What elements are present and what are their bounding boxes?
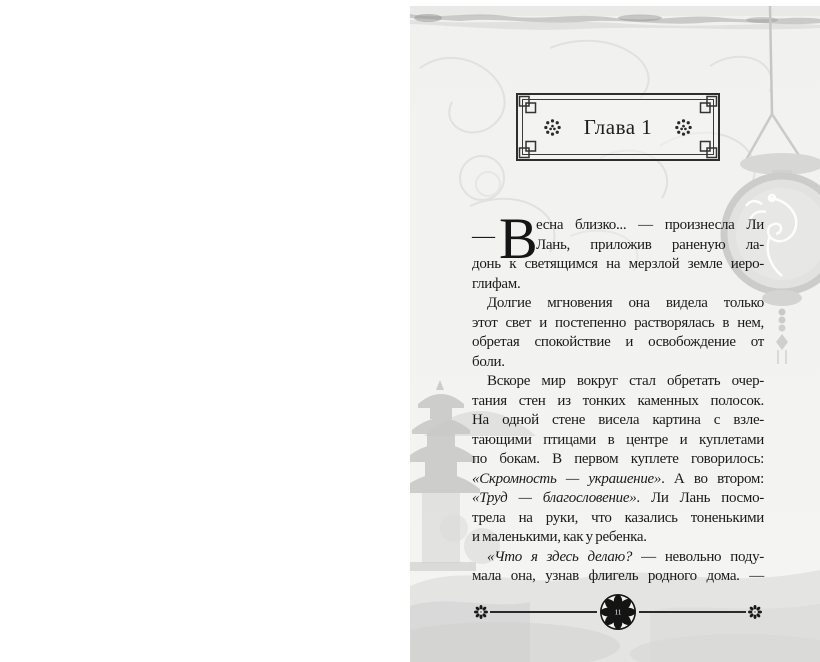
paragraph — [472, 372, 764, 548]
text-segment: Долгие мгновения она видела только — [487, 295, 764, 311]
text-segment: Вскоре мир вокруг стал обретать очер- — [487, 373, 764, 389]
footer-flower-icon — [474, 605, 488, 619]
book-page — [410, 6, 820, 662]
divider-line — [639, 611, 746, 612]
paragraph — [472, 294, 764, 372]
text-line — [472, 509, 764, 529]
text-segment: и маленькими, как у ребенка. — [472, 529, 647, 545]
chapter-frame — [516, 93, 720, 161]
text-line — [472, 548, 764, 568]
footer-flower-icon — [748, 605, 762, 619]
text-segment: — невольно поду- — [632, 548, 764, 565]
chapter-frame-inner — [522, 99, 714, 155]
text-line — [472, 314, 764, 334]
page-number-medallion — [599, 593, 637, 631]
italic-text-segment: «Что я здесь делаю? — [487, 548, 633, 565]
dropcap — [472, 206, 538, 271]
text-line — [472, 353, 764, 373]
flower-ornament-icon — [674, 118, 693, 137]
corner-knot-icon — [697, 94, 719, 116]
corner-knot-icon — [517, 138, 539, 160]
page-number: 11 — [614, 608, 622, 617]
text-line — [472, 255, 764, 275]
text-segment: тающими птицами в центре и куплетами — [472, 431, 764, 448]
text-line — [472, 392, 764, 412]
text-segment: . Ли Лань посмо- — [636, 490, 764, 506]
text-line — [472, 275, 764, 295]
text-segment: донь к светящимся на мерзлой земле иеро- — [472, 256, 764, 272]
text-line — [472, 372, 764, 392]
text-segment: мала она, узнав флигель родного дома. — — [472, 568, 764, 584]
page-content — [410, 6, 820, 662]
paragraph — [472, 206, 764, 294]
text-segment: по бокам. В первом куплете говорилось: — [472, 451, 764, 467]
text-line — [472, 294, 764, 314]
text-line — [472, 431, 764, 451]
text-block — [472, 206, 764, 587]
text-segment: На одной стене висела картина с взле- — [472, 412, 764, 428]
text-segment: Лань, приложив раненую ла- — [536, 236, 764, 253]
text-line — [472, 333, 764, 353]
dialogue-dash: — — [472, 223, 495, 248]
text-segment: тания стен из тонких каменных полосок. — [472, 392, 764, 409]
text-line — [472, 450, 764, 470]
text-segment: обретая спокойствие и освобождение от — [472, 334, 764, 350]
text-segment: есна близко... — произнесла Ли — [536, 217, 764, 233]
chapter-title: Глава 1 — [583, 114, 653, 139]
flower-ornament-icon — [543, 118, 562, 137]
divider-line — [490, 611, 597, 612]
text-segment: . А во втором: — [661, 470, 764, 487]
text-segment: этот свет и постепенно растворялась в нем, — [472, 314, 764, 331]
footer-divider — [472, 592, 764, 632]
text-line — [472, 528, 764, 548]
text-line — [472, 470, 764, 490]
corner-knot-icon — [697, 138, 719, 160]
paragraph — [472, 548, 764, 587]
text-segment: боли. — [472, 353, 505, 370]
text-line — [472, 489, 764, 509]
text-line — [472, 567, 764, 587]
italic-text-segment: «Труд — благословение» — [472, 490, 637, 506]
text-line — [472, 411, 764, 431]
italic-text-segment: «Скромность — украшение» — [472, 470, 662, 487]
corner-knot-icon — [517, 94, 539, 116]
text-segment: глифам. — [472, 275, 521, 292]
dropcap-letter: В — [499, 206, 538, 271]
text-segment: трела на руки, что казались тоненькими — [472, 509, 764, 526]
